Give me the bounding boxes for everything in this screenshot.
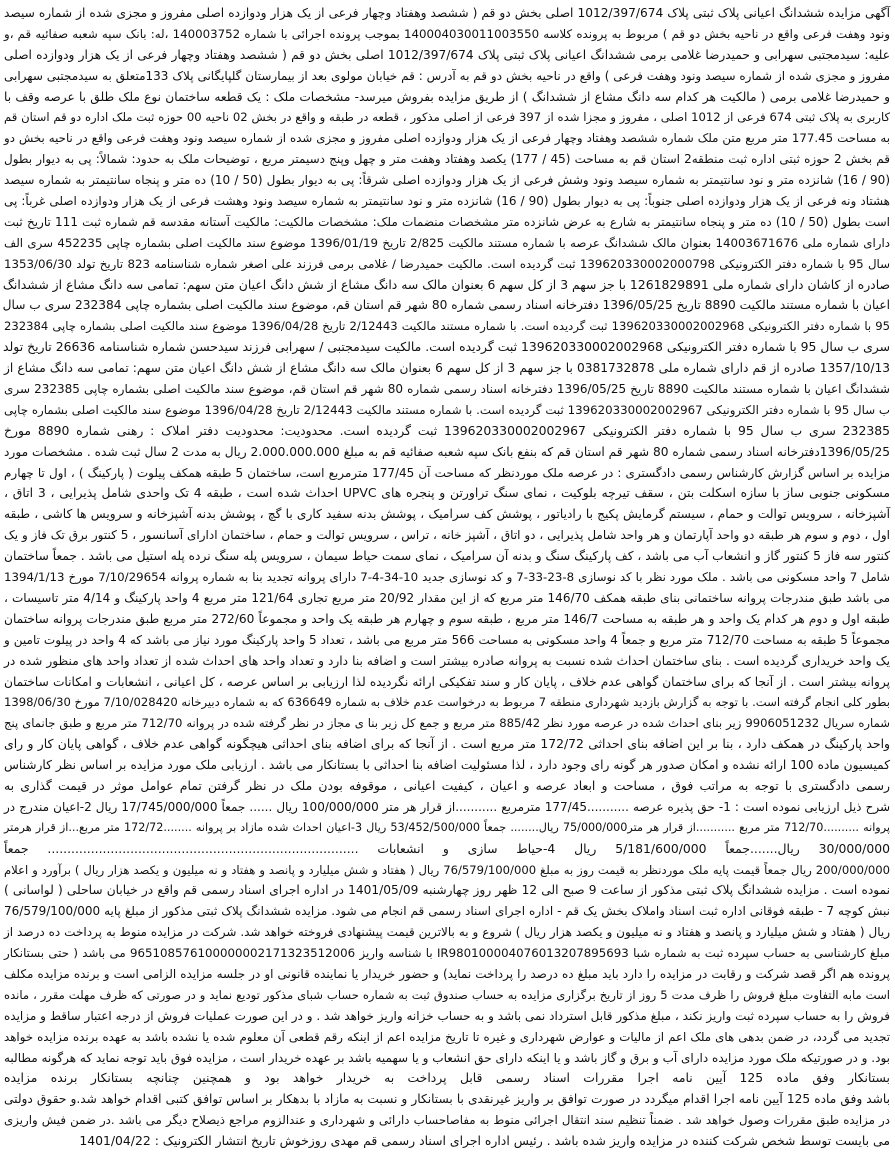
notice-line: 95 با شماره دفتر الکترونیکی 139620330002002968 ثبت گردیده است. با شماره مستند مالکیت 2/12443 تاریخ 1396/04/28 موضوع سند مالکیت اصلی بشماره چاپی 232384 xyxy=(4,319,891,334)
notice-line: رسمی دادگستری با توجه به مراتب فوق ، مساحت و ابعاد عرصه و اعیان ، کیفیت اعیانی ، موقوفه بودن ملک در نظر گرفتن تمام عوامل موثر در قیمت گذاری به xyxy=(4,777,890,793)
notice-line: صادره از کاشان دارای شماره ملی 1261829891 با جز سهم 3 از کل سهم 6 بعنوان مالک سه دانگ مشاع از شش دانگ اعیان متن سهم: تمامی سه دانگ مشاع از ششدانگ xyxy=(2,276,890,292)
notice-line: 200/000/000 ریال جمعاً قیمت پایه ملک موردنظر به قیمت روز به مبلغ 76/579/100/000 ریال ( هفتاد و شش میلیارد و پانصد و هفتاد و نه میلیون و یکصد هزار ریال ) برآورد و اعلام xyxy=(4,862,890,877)
notice-line: می باشد طبق مندرجات پروانه ساختمانی بنای طبقه همکف 146/70 متر مربع که از این مقدار 20/92 متر مربع تجاری 121/64 متر مربع 4 واحد پارکینگ و 4/14 متر تاسیسات ، xyxy=(4,590,890,605)
notice-line: دارای شماره ملی 14003671676 بعنوان مالک ششدانگ عرصه با شماره مستند مالکیت 2/825 تاریخ 1396/01/19 موضوع سند مالکیت اصلی بشماره چاپی 452235 سری الف xyxy=(4,235,890,250)
notice-line: در مزایده طبق مقررات وصول خواهد شد . ضمناً تنظیم سند انتقال اجرائی منوط به مفاصاحساب دارائی و شهرداری و عندالزوم مراجع ذیصلاح دیگر می باشد .در ضمن فیش واریزی xyxy=(4,1113,890,1128)
notice-line: بطور کلی انجام گرفته است. با توجه به گزارش بازدید شهرداری منطقه 7 مربوط به درخواست عدم خلاف به شماره 636649 که به شماره دبیرخانه 7/10/028420 مورخ 1398/06/30 xyxy=(4,695,891,710)
notice-line: اول ، دوم و سوم هر طبقه دو واحد آپارتمان و هر واحد شامل پذیرایی ، دو اتاق ، آشپز خانه ، تراس ، سرویس توالت و حمام ، ساختمان ادارای آسانسور ، 5 کنتور برق تک فاز و یک xyxy=(4,528,890,543)
notice-line: مبلغ کارشناسی به حساب سپرده ثبت به شماره شبا IR980100004076013207895693 با شناسه واریز 965108576100000002171323512006 می باشد ( حتی بستانکار xyxy=(4,946,890,961)
notice-line: هشتاد ونه فرعی از یک هزار ودوازده اصلی جنوباً: پی به دیوار بطول (90 / 16) شانزده متر و نود سانتیمتر به شماره سیصد ونود وهشت فرعی از یک هزار ودوازده اصلی غرباً: پی xyxy=(4,194,891,209)
notice-line: طبقه اول و دوم هر کدام یک واحد و هر طبقه به مساحت 146/7 متر مربع ، طبقه سوم و چهارم هر طبقه یک واحد و مجموعاً 272/60 متر مربع طبق مندرجات پروانه ساختمان xyxy=(4,611,890,626)
notice-line: سال 95 با شماره دفتر الکترونیکی 139620330002000798 ثبت گردیده است. مالکیت حمیدرضا / غلامی برمی فرزند علی اصغر شماره شناسنامه 823 تاریخ تولد 1353/06/30 xyxy=(4,256,891,271)
notice-line: تجدید می گردد، در ضمن بدهی های ملک اعم از مالیات و عوارض شهرداری و غیره تا تاریخ مزایده اعم از اینکه رقم قطعی آن معلوم شده یا نشده باشد به عهده برنده مزایده خواهد xyxy=(4,1029,890,1044)
notice-line: کاربری به پلاک ثبتی 674 فرعی از 1012 اصلی ، مفروز و مجزا شده از 397 فرعی از اصلی مذکور ، قطعه در طبقه و واقع در بخش 02 ناحیه 00 حوزه ثبت ملک اداره دو قم استان قم xyxy=(4,110,890,125)
notice-line: است بطول (50 / 10) ده متر و پنجاه سانتیمتر به شارع به عرض شانزده متر مشخصات منضمات ملک: مشخصات مالکیت: مالکیت آستانه مقدسه قم شماره ثبت 111 تاریخ ثبت xyxy=(4,214,891,229)
notice-line: سری ب سال 95 با شماره دفتر الکترونیکی 139620330002002968 ثبت گردیده است. مالکیت سیدمجتبی / سهرابی فرزند سیدحسن شماره شناسنامه 26636 تاریخ تولد xyxy=(3,339,890,355)
notice-line: نموده است . مزایده ششدانگ پلاک ثبتی مذکور از ساعت 9 صبح الی 12 ظهر روز چهارشنبه 1401/05/09 در اداره اجرای اسناد رسمی قم واقع در خیابان ساحلی ( لواسانی ) xyxy=(4,883,891,898)
notice-line: آگهی مزایده ششدانگ اعیانی پلاک ثبتی پلاک 1012/397/674 اصلی بخش دو قم ( ششصد وهفتاد وچهار فرعی از یک هزار ودوازده اصلی مفروز و مجزی شده از شماره سیصد xyxy=(4,6,890,20)
notice-line: مسکونی جنوبی ساز با سازه اسکلت بتن ، سقف تیرچه بلوکیت ، نمای سنگ تراورتن و پنجره های UPVC احداث شده است ، طبقه 4 تک واحدی شامل پذیرایی ، 3 اتاق ، xyxy=(4,485,890,501)
notice-line: اعیان با شماره مستند مالکیت 8890 تاریخ 1396/05/25 دفترخانه اسناد رسمی شماره 80 شهر قم استان قم، موضوع سند مالکیت اصلی بشماره چاپی 232384 سری ب سال xyxy=(2,298,890,313)
notice-line: به مساحت 177.45 متر مربع متن ملک شماره ششصد وهفتاد وچهار فرعی از یک هزار ودوازده اصلی مفروز و مجزی شده از شماره سیصد ونود وهفت فرعی واقع در ناحیه بخش دو xyxy=(4,131,890,146)
notice-line: (90 / 16) شانزده متر و نود سانتیمتر به شماره سیصد ونود وشش فرعی از یک هزار ودوازده اصلی شرقاً: پی به دیوار بطول (50 / 10) ده متر و پنجاه سانتیمتر به شماره سیصد xyxy=(4,173,891,188)
notice-line: علیه: سیدمجتبی سهرابی و حمیدرضا غلامی برمی ششدانگ اعیانی پلاک ثبتی پلاک 1012/397/674 اصلی بخش دو قم ( ششصد وهفتاد وچهار فرعی از یک هزار ودوازده اصلی xyxy=(4,47,890,62)
notice-line: است مابه التفاوت مبلغ فروش را ظرف مدت 5 روز از تاریخ برگزاری مزایده به حساب صندوق ثبت به شماره حساب شبای مذکور تودیع نماید و در صورتی که ظرف مهلت مقرر ، مانده xyxy=(4,987,891,1002)
notice-line: بود. و در صورتیکه ملک مورد مزایده دارای آب و برق و گاز باشد و یا اینکه دارای حق انشعاب و یا سهمیه باشد بر عهده خریدار است ، مزایده فوق باید توجه نماید که هرگونه مطالبه xyxy=(4,1050,890,1065)
notice-line: 1357/10/13 صادره از قم دارای شماره ملی 0381732878 با جز سهم 3 از کل سهم 6 بعنوان مالک سه دانگ مشاع از شش دانگ اعیان متن سهم: تمامی سه دانگ مشاع از xyxy=(4,361,890,376)
notice-line: یک واحد خریداری گردیده است . بنای ساختمان احداث شده نسبت به پروانه صادره بیشتر است و اضافه بنا دارد و تعداد واحد های احداث شده از تعداد واحد های منظور شده در xyxy=(4,653,890,668)
notice-line: کنتور سه فاز 5 کنتور گاز و انشعاب آب می باشد ، کف پارکینگ سنگ و بدنه آن سرامیک ، نمای سمت حیاط سیمان ، سرویس پله سنگ نرده پله استیل می باشد . جمعاً ساختمان xyxy=(4,549,891,564)
notice-line: آشپزخانه ، سرویس توالت و حمام ، سیستم گرمایش پکیج با رادیاتور ، پوشش کف سرامیک ، پوشش بدنه سفید کاری با گچ ، پوشش بدنه آشپزخانه و سرویس ها کاشی ، طبقه xyxy=(4,507,890,522)
notice-line: شامل 7 واحد مسکونی می باشد . ملک مورد نظر با کد نوسازی 8-23-33-7 و کد نوسازی جدید 10-34-4-7 دارای پروانه تجدید بنا به شماره پروانه 7/10/29654 مورخ 1394/1/13 xyxy=(4,570,890,585)
notice-line: باشد وفق ماده 125 آیین نامه اجرا اقدام میگردد در صورت توافق بر واریز غیرنقدی با بستانکار و نسبت به مازاد با بدهکار بر اساس توافق کتبی اقدام خواهد شد.و حقوق دولتی xyxy=(4,1092,890,1107)
notice-line: نبش کوچه 7 - طبقه فوقانی اداره ثبت اسناد واملاک بخش یک قم - اداره اجرای اسناد رسمی قم انجام می شود. مزایده ششدانگ پلاک ثبتی مذکور از مبلغ پایه 76/579/100/000 xyxy=(4,904,890,919)
notice-line: ریال ( هفتاد و شش میلیارد و پانصد و هفتاد و نه میلیون و یکصد هزار ریال ) شروع و به بالاترین قیمت پیشنهادی فروخته خواهد شد. شرکت در مزایده منوط به پرداخت ده درصد از xyxy=(4,925,890,940)
notice-line: ونود وهفت فرعی واقع در ناحیه بخش دو قم ) مربوط به پرونده کلاسه 140004030011003550 بموجب پرونده اجرائی با شماره 140003752 ،له: بانک سپه شعبه صفائیه قم ،و xyxy=(4,26,890,41)
notice-line: 232385 سری ب سال 95 با شماره دفتر الکترونیکی 139620330002002967 ثبت گردیده است. محدودیت: محدودیت دفتر املاک : رهنی شماره 8890 مورخ xyxy=(4,422,890,438)
notice-line: قم بخش 2 حوزه ثبتی اداره ثبت منطقه2 استان قم به مساحت (45 / 177) یکصد وهفتاد وهفت متر و چهل وپنج دسیمتر مربع ، توضیحات ملک به حدود: شمالاً: پی به دیوار بطول xyxy=(4,152,890,167)
notice-line: مزایده بر اساس گزارش کارشناس رسمی دادگستری : در عرصه ملک موردنظر که مساحت آن 177/45 مترمربع است، ساختمان 5 طبقه همکف پیلوت ( پارکینگ ) ، اول تا چهارم xyxy=(4,465,890,480)
notice-line: ب سال 95 با شماره دفتر الکترونیکی 139620330002002967 ثبت گردیده است. با شماره مستند مالکیت 2/12443 تاریخ 1396/04/28 موضوع سند مالکیت اصلی بشماره چاپی xyxy=(4,402,891,417)
notice-line: ششدانگ اعیان با شماره مستند مالکیت 8890 تاریخ 1396/05/25 دفترخانه اسناد رسمی شماره 80 شهر قم استان قم، موضوع سند مالکیت اصلی بشماره چاپی 232385 سری xyxy=(4,382,890,397)
notice-line: 1396/05/25دفترخانه اسناد رسمی شماره 80 شهر قم استان قم که بنفع بانک سپه شعبه صفائیه قم به مبلغ 2.000.000.000 ریال به مدت 2 سال ثبت شده . مشخصات مورد xyxy=(4,444,890,459)
notice-line: می بایست توسط شخص شرکت کننده در مزایده واریز شده باشد . رئیس اداره اجرای اسناد رسمی قم مهدی روزخوش تاریخ انتشار الکترونیک : 1401/04/22 xyxy=(79,1133,890,1149)
notice-line: بستانکار وفق ماده 125 آیین نامه اجرا مقررات اسناد رسمی قابل پرداخت به خریدار خواهد بود و همچنین چنانچه بستانکار برنده مزایده xyxy=(4,1070,891,1086)
notice-line: پروانه ..........712/70 متر مربع ...........از قرار هر متر75/000/000 ریال........ جمعاً 53/452/500/000 ریال 3-اعیان احداث شده مازاد بر پروانه ........172/72 متر مربع...از قرار هرمتر xyxy=(4,820,890,834)
notice-line: واحد پارکینگ در همکف دارد ، بنا بر این اضافه بنای احداثی 172/72 متر مربع است . از آنجا که برای اضافه بنای احداثی هیچگونه گواهی عدم خلاف ، گواهی پایان کار و رای xyxy=(4,736,891,752)
notice-line: شماره سریال 9906051232 زیر بنای احداث شده در عرصه مورد نظر 885/42 متر مربع و جمع کل زیر بنا ی مجاز در نظر گرفته شده در پروانه 712/70 متر مربع و طبق جانمای پنج xyxy=(4,716,890,731)
notice-line: پرونده هم اگر قصد شرکت و رقابت در مزایده را دارد باید مبلغ ده درصد را پرداخت نماید) و حضور خریدار یا نماینده قانونی او در جلسه مزایده الزامی است و برنده مزایده مکلف xyxy=(4,966,890,981)
notice-line: فروش را به حساب سپرده ثبت واریز نکند ، مبلغ مذکور قابل استرداد نمی باشد و به حساب خزانه واریز خواهد شد . و در این صورت عملیات فروش از درجه اعتبار ساقط و مزایده xyxy=(4,1008,890,1023)
notice-line: مجموعاً 5 طبقه به مساحت 712/70 متر مربع و جمعاً 4 واحد مسکونی به مساحت 566 متر مربع می باشد ، تعداد 5 واحد پارکینگ مورد نیاز می باشد که 4 واحد در پیلوت تامین و xyxy=(4,632,890,647)
notice-line: شرح ذیل ارزیابی نموده است : 1- حق پذیره عرصه ...........177/45 مترمربع ...........از قرار هر متر 100/000/000 ریال ...... جمعاً 17/745/000/000 ریال 2-اعیان مندرج در xyxy=(4,799,890,814)
notice-line: 30/000/000 ریال.......جمعاً 5/181/600/000 ریال 4-حیاط سازی و انشعابات ............................................................................... جمعاً xyxy=(4,840,891,856)
notice-line: و حمیدرضا غلامی برمی ( مالکیت هر کدام سه دانگ مشاع از ششدانگ ) از طریق مزایده بفروش میرسد- مشخصات ملک : یک قطعه ساختمان نوع ملک طلق با عرصه وقف با xyxy=(4,89,890,104)
notice-line: کمیسیون ماده 100 ارائه نشده و امکان صدور هر گونه رای وجود دارد ، لذا مسئولیت اضافه بنا احداثی با بستانکار می باشد . ارزیابی ملک مورد مزایده بر اساس نظر کارشناس xyxy=(4,758,891,773)
notice-line: پروانه بیشتر است . از آنجا که برای ساختمان گواهی عدم خلاف ، پایان کار و سند تفکیکی ارائه نگردیده لذا ارزیابی بر اساس عرصه ، کل اعیانی ، انشعابات و امکانات ساختمان xyxy=(4,674,890,689)
notice-line: مفروز و مجزی شده از شماره سیصد ونود وهفت فرعی ) واقع در ناحیه بخش دو قم به آدرس : قم خیابان مولوی بعد از بیمارستان گلپایگانی پلاک 133متعلق به سیدمجتبی سهرابی xyxy=(4,68,890,83)
